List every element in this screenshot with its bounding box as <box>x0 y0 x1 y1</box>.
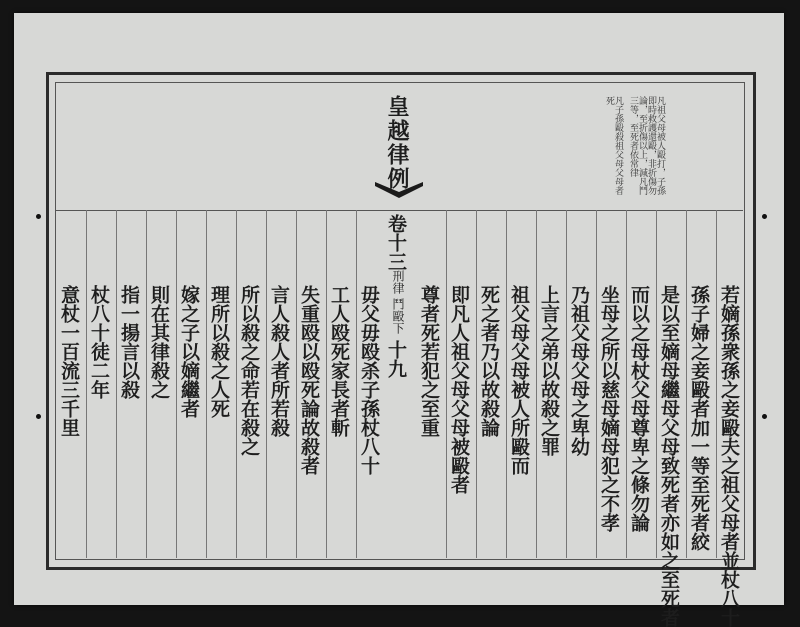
column-rule <box>536 210 537 558</box>
column-rule <box>566 210 567 558</box>
text-column: 乃祖父母父母之卑幼 <box>568 285 590 456</box>
section-label: 刑律 鬥毆下 <box>391 270 405 334</box>
column-rule <box>296 210 297 558</box>
column-rule <box>356 210 357 558</box>
text-column: 理所以殺之人死 <box>208 285 230 418</box>
column-rule <box>626 210 627 558</box>
text-column: 言人殺人者所若殺 <box>268 285 290 437</box>
binding-hole <box>36 214 41 219</box>
text-column: 意杖一百流三千里 <box>58 285 80 437</box>
column-rule <box>716 210 717 558</box>
binding-hole <box>36 414 41 419</box>
column-rule <box>476 210 477 558</box>
book-title: 皇越律例 <box>384 95 410 191</box>
text-column: 而以之母杖父母尊卑之條勿論 <box>628 285 650 532</box>
annotation-column: 凡祖父母被人毆打，子孫即時救護還毆，非折傷勿論，至折傷以上，減凡鬥三等，至死者依常律 <box>628 96 665 195</box>
header-divider <box>55 210 743 211</box>
column-rule <box>146 210 147 558</box>
text-column: 毋父毋殴杀子孫杖八十 <box>358 285 380 475</box>
column-rule <box>176 210 177 558</box>
column-rule <box>596 210 597 558</box>
text-column: 工人殴死家長者斬 <box>328 285 350 437</box>
binding-hole <box>762 414 767 419</box>
text-column: 所以殺之命若在殺之 <box>238 285 260 456</box>
binding-hole <box>762 214 767 219</box>
text-column: 坐母之所以慈母嫡母犯之不孝 <box>598 285 620 532</box>
text-column: 指一揚言以殺 <box>118 285 140 399</box>
text-column: 上言之弟以故殺之罪 <box>538 285 560 456</box>
column-rule <box>446 210 447 558</box>
text-column: 孫子婦之妾毆者加一等至死者絞 <box>688 285 710 551</box>
column-rule <box>326 210 327 558</box>
text-column: 嫁之子以嫡繼者 <box>178 285 200 418</box>
annotation-column: 凡子孫毆殺祖父母父母者死 <box>604 96 623 195</box>
text-column: 則在其律殺之 <box>148 285 170 399</box>
volume-label: 卷十三 <box>385 214 407 271</box>
text-column: 失重殴以殴死論故殺者 <box>298 285 320 475</box>
column-rule <box>236 210 237 558</box>
text-column: 祖父母父母被人所毆而 <box>508 285 530 475</box>
column-rule <box>686 210 687 558</box>
text-column: 杖八十徒二年 <box>88 285 110 399</box>
text-column: 即凡人祖父母父母被毆者 <box>448 285 470 494</box>
column-rule <box>86 210 87 558</box>
column-rule <box>656 210 657 558</box>
text-column: 尊者死若犯之至重 <box>418 285 440 437</box>
text-column: 死之者乃以故殺論 <box>478 285 500 437</box>
column-rule <box>206 210 207 558</box>
fish-tail-mark-icon <box>373 180 425 204</box>
page-number: 十九 <box>385 340 407 378</box>
column-rule <box>116 210 117 558</box>
text-column: 若嫡孫衆孫之妾毆夫之祖父母者並杖八十 <box>718 285 740 627</box>
column-rule <box>266 210 267 558</box>
column-rule <box>506 210 507 558</box>
text-column: 是以至嫡母繼母父母致死者亦如之至死者 <box>658 285 680 627</box>
